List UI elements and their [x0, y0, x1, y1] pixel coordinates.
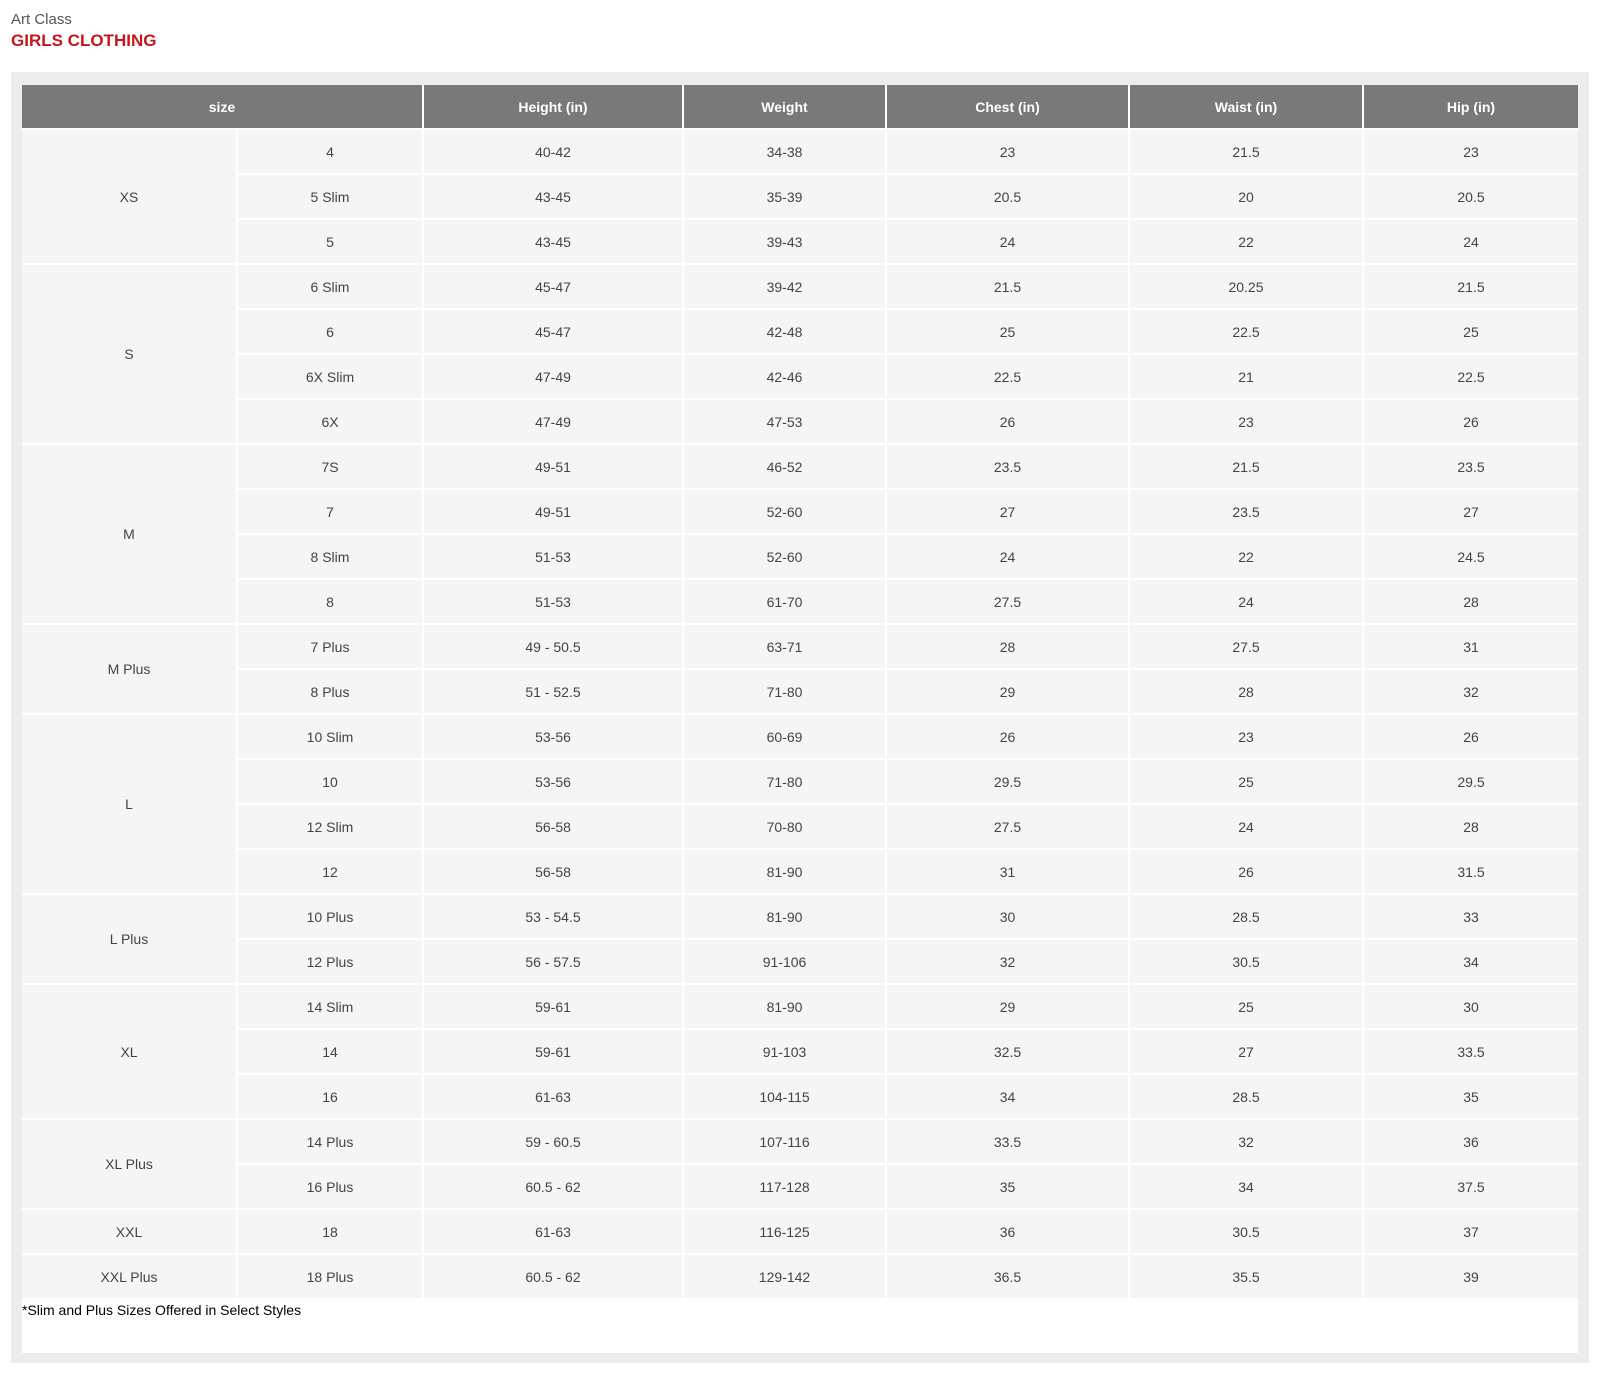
table-row	[22, 310, 1578, 355]
weight-cell: 46-52	[684, 445, 887, 490]
hip-cell: 27	[1364, 490, 1578, 535]
height-cell: 56-58	[424, 850, 684, 895]
hip-cell: 24	[1364, 220, 1578, 265]
chest-cell: 33.5	[887, 1120, 1130, 1165]
chest-cell: 24	[887, 220, 1130, 265]
size-group-label: XL	[22, 985, 238, 1120]
brand-name: Art Class	[11, 11, 72, 28]
hip-cell: 21.5	[1364, 265, 1578, 310]
height-cell: 40-42	[424, 130, 684, 175]
chest-cell: 29.5	[887, 760, 1130, 805]
size-cell: 6X Slim	[238, 355, 424, 400]
hip-cell: 31.5	[1364, 850, 1578, 895]
weight-cell: 81-90	[684, 850, 887, 895]
height-cell: 43-45	[424, 220, 684, 265]
weight-cell: 42-48	[684, 310, 887, 355]
column-header-waist: Waist (in)	[1130, 85, 1364, 130]
table-row	[22, 625, 1578, 670]
table-row	[22, 1120, 1578, 1165]
height-cell: 61-63	[424, 1210, 684, 1255]
hip-cell: 28	[1364, 805, 1578, 850]
height-cell: 53-56	[424, 760, 684, 805]
table-row	[22, 805, 1578, 850]
chest-cell: 28	[887, 625, 1130, 670]
waist-cell: 21	[1130, 355, 1364, 400]
size-cell: 4	[238, 130, 424, 175]
height-cell: 51-53	[424, 580, 684, 625]
hip-cell: 36	[1364, 1120, 1578, 1165]
hip-cell: 30	[1364, 985, 1578, 1030]
hip-cell: 28	[1364, 580, 1578, 625]
chest-cell: 29	[887, 985, 1130, 1030]
weight-cell: 52-60	[684, 535, 887, 580]
page-title: GIRLS CLOTHING	[11, 31, 157, 50]
hip-cell: 26	[1364, 400, 1578, 445]
waist-cell: 20.25	[1130, 265, 1364, 310]
waist-cell: 28.5	[1130, 895, 1364, 940]
waist-cell: 26	[1130, 850, 1364, 895]
hip-cell: 22.5	[1364, 355, 1578, 400]
weight-cell: 107-116	[684, 1120, 887, 1165]
hip-cell: 37.5	[1364, 1165, 1578, 1210]
hip-cell: 25	[1364, 310, 1578, 355]
size-cell: 18 Plus	[238, 1255, 424, 1300]
size-cell: 14 Plus	[238, 1120, 424, 1165]
size-cell: 12	[238, 850, 424, 895]
size-chart-table	[22, 85, 1578, 1300]
waist-cell: 25	[1130, 985, 1364, 1030]
weight-cell: 52-60	[684, 490, 887, 535]
weight-cell: 47-53	[684, 400, 887, 445]
weight-cell: 39-43	[684, 220, 887, 265]
table-row	[22, 715, 1578, 760]
table-row	[22, 445, 1578, 490]
height-cell: 56-58	[424, 805, 684, 850]
height-cell: 59 - 60.5	[424, 1120, 684, 1165]
column-header-height: Height (in)	[424, 85, 684, 130]
size-cell: 14 Slim	[238, 985, 424, 1030]
size-cell: 6	[238, 310, 424, 355]
waist-cell: 28	[1130, 670, 1364, 715]
weight-cell: 39-42	[684, 265, 887, 310]
hip-cell: 24.5	[1364, 535, 1578, 580]
size-cell: 8	[238, 580, 424, 625]
column-header-weight: Weight	[684, 85, 887, 130]
table-row	[22, 220, 1578, 265]
height-cell: 51-53	[424, 535, 684, 580]
waist-cell: 21.5	[1130, 130, 1364, 175]
height-cell: 60.5 - 62	[424, 1255, 684, 1300]
waist-cell: 23.5	[1130, 490, 1364, 535]
height-cell: 56 - 57.5	[424, 940, 684, 985]
size-cell: 5 Slim	[238, 175, 424, 220]
weight-cell: 71-80	[684, 760, 887, 805]
weight-cell: 71-80	[684, 670, 887, 715]
height-cell: 49 - 50.5	[424, 625, 684, 670]
hip-cell: 23	[1364, 130, 1578, 175]
chest-cell: 23.5	[887, 445, 1130, 490]
waist-cell: 28.5	[1130, 1075, 1364, 1120]
chest-cell: 27.5	[887, 805, 1130, 850]
waist-cell: 30.5	[1130, 940, 1364, 985]
chest-cell: 29	[887, 670, 1130, 715]
weight-cell: 91-103	[684, 1030, 887, 1075]
chest-cell: 25	[887, 310, 1130, 355]
column-header-hip: Hip (in)	[1364, 85, 1578, 130]
table-row	[22, 985, 1578, 1030]
weight-cell: 116-125	[684, 1210, 887, 1255]
height-cell: 49-51	[424, 445, 684, 490]
size-cell: 10 Slim	[238, 715, 424, 760]
height-cell: 47-49	[424, 400, 684, 445]
weight-cell: 81-90	[684, 985, 887, 1030]
hip-cell: 20.5	[1364, 175, 1578, 220]
size-group-label: L	[22, 715, 238, 895]
weight-cell: 61-70	[684, 580, 887, 625]
waist-cell: 27.5	[1130, 625, 1364, 670]
size-group-label: XL Plus	[22, 1120, 238, 1210]
height-cell: 45-47	[424, 310, 684, 355]
size-group-label: XXL Plus	[22, 1255, 238, 1300]
weight-cell: 63-71	[684, 625, 887, 670]
chest-cell: 36.5	[887, 1255, 1130, 1300]
table-row	[22, 895, 1578, 940]
chest-cell: 31	[887, 850, 1130, 895]
hip-cell: 32	[1364, 670, 1578, 715]
table-row	[22, 1165, 1578, 1210]
chest-cell: 35	[887, 1165, 1130, 1210]
size-cell: 18	[238, 1210, 424, 1255]
table-row	[22, 580, 1578, 625]
height-cell: 51 - 52.5	[424, 670, 684, 715]
waist-cell: 22.5	[1130, 310, 1364, 355]
size-cell: 10	[238, 760, 424, 805]
waist-cell: 23	[1130, 715, 1364, 760]
height-cell: 59-61	[424, 1030, 684, 1075]
table-row	[22, 400, 1578, 445]
table-row	[22, 130, 1578, 175]
waist-cell: 22	[1130, 535, 1364, 580]
size-cell: 8 Plus	[238, 670, 424, 715]
waist-cell: 34	[1130, 1165, 1364, 1210]
size-group-label: XXL	[22, 1210, 238, 1255]
chest-cell: 32.5	[887, 1030, 1130, 1075]
size-cell: 7	[238, 490, 424, 535]
waist-cell: 21.5	[1130, 445, 1364, 490]
column-header-size: size	[22, 85, 424, 130]
weight-cell: 117-128	[684, 1165, 887, 1210]
table-row	[22, 355, 1578, 400]
size-chart-container	[22, 85, 1578, 1353]
weight-cell: 70-80	[684, 805, 887, 850]
size-group-label: XS	[22, 130, 238, 265]
size-cell: 14	[238, 1030, 424, 1075]
column-header-chest: Chest (in)	[887, 85, 1130, 130]
hip-cell: 33.5	[1364, 1030, 1578, 1075]
table-row	[22, 1030, 1578, 1075]
waist-cell: 30.5	[1130, 1210, 1364, 1255]
size-cell: 16	[238, 1075, 424, 1120]
table-row	[22, 1210, 1578, 1255]
table-row	[22, 940, 1578, 985]
chest-cell: 24	[887, 535, 1130, 580]
waist-cell: 24	[1130, 805, 1364, 850]
chest-cell: 22.5	[887, 355, 1130, 400]
weight-cell: 42-46	[684, 355, 887, 400]
hip-cell: 34	[1364, 940, 1578, 985]
waist-cell: 20	[1130, 175, 1364, 220]
size-cell: 6 Slim	[238, 265, 424, 310]
table-row	[22, 490, 1578, 535]
hip-cell: 23.5	[1364, 445, 1578, 490]
size-cell: 12 Plus	[238, 940, 424, 985]
height-cell: 53 - 54.5	[424, 895, 684, 940]
hip-cell: 35	[1364, 1075, 1578, 1120]
size-cell: 6X	[238, 400, 424, 445]
chest-cell: 27.5	[887, 580, 1130, 625]
table-row	[22, 850, 1578, 895]
size-group-label: M Plus	[22, 625, 238, 715]
chest-cell: 32	[887, 940, 1130, 985]
size-cell: 5	[238, 220, 424, 265]
chest-cell: 20.5	[887, 175, 1130, 220]
height-cell: 49-51	[424, 490, 684, 535]
chest-cell: 27	[887, 490, 1130, 535]
size-group-label: L Plus	[22, 895, 238, 985]
table-header-row	[22, 85, 1578, 130]
waist-cell: 23	[1130, 400, 1364, 445]
height-cell: 53-56	[424, 715, 684, 760]
chest-cell: 26	[887, 400, 1130, 445]
table-row	[22, 760, 1578, 805]
hip-cell: 26	[1364, 715, 1578, 760]
waist-cell: 24	[1130, 580, 1364, 625]
size-cell: 7 Plus	[238, 625, 424, 670]
table-row	[22, 535, 1578, 580]
height-cell: 45-47	[424, 265, 684, 310]
chest-cell: 36	[887, 1210, 1130, 1255]
table-row	[22, 670, 1578, 715]
height-cell: 47-49	[424, 355, 684, 400]
table-row	[22, 175, 1578, 220]
size-cell: 16 Plus	[238, 1165, 424, 1210]
waist-cell: 27	[1130, 1030, 1364, 1075]
weight-cell: 60-69	[684, 715, 887, 760]
table-row	[22, 1075, 1578, 1120]
hip-cell: 31	[1364, 625, 1578, 670]
size-group-label: S	[22, 265, 238, 445]
size-cell: 10 Plus	[238, 895, 424, 940]
waist-cell: 25	[1130, 760, 1364, 805]
hip-cell: 37	[1364, 1210, 1578, 1255]
height-cell: 59-61	[424, 985, 684, 1030]
table-row	[22, 265, 1578, 310]
chest-cell: 21.5	[887, 265, 1130, 310]
size-cell: 8 Slim	[238, 535, 424, 580]
height-cell: 60.5 - 62	[424, 1165, 684, 1210]
chest-cell: 23	[887, 130, 1130, 175]
size-cell: 7S	[238, 445, 424, 490]
weight-cell: 104-115	[684, 1075, 887, 1120]
chest-cell: 30	[887, 895, 1130, 940]
waist-cell: 35.5	[1130, 1255, 1364, 1300]
weight-cell: 91-106	[684, 940, 887, 985]
chest-cell: 34	[887, 1075, 1130, 1120]
weight-cell: 34-38	[684, 130, 887, 175]
size-group-label: M	[22, 445, 238, 625]
size-chart-panel	[11, 72, 1589, 1363]
table-row	[22, 1255, 1578, 1300]
waist-cell: 22	[1130, 220, 1364, 265]
hip-cell: 33	[1364, 895, 1578, 940]
size-cell: 12 Slim	[238, 805, 424, 850]
chest-cell: 26	[887, 715, 1130, 760]
height-cell: 43-45	[424, 175, 684, 220]
weight-cell: 129-142	[684, 1255, 887, 1300]
waist-cell: 32	[1130, 1120, 1364, 1165]
weight-cell: 81-90	[684, 895, 887, 940]
footnote: *Slim and Plus Sizes Offered in Select Styles	[22, 1302, 302, 1318]
height-cell: 61-63	[424, 1075, 684, 1120]
weight-cell: 35-39	[684, 175, 887, 220]
hip-cell: 29.5	[1364, 760, 1578, 805]
table-body	[22, 130, 1578, 1300]
hip-cell: 39	[1364, 1255, 1578, 1300]
